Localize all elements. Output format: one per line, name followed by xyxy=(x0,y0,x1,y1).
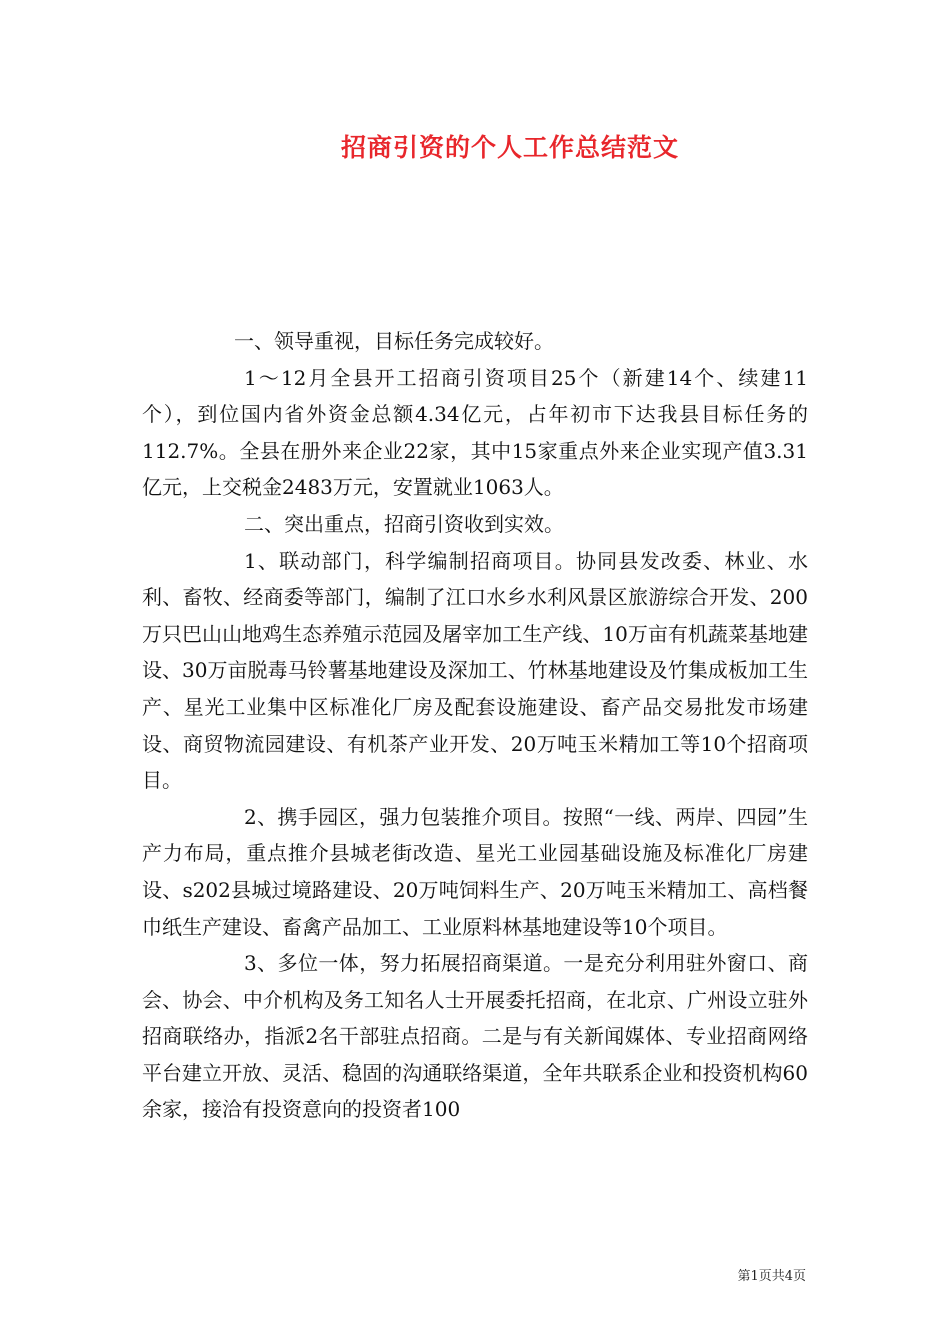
paragraph-item-1: 1、联动部门，科学编制招商项目。协同县发改委、林业、水利、畜牧、经商委等部门，编制了江口水乡水利风景区旅游综合开发、200万只巴山山地鸡生态养殖示范园及屠宰加工生产线、10万亩有机蔬菜基地建设、30万亩脱毒马铃薯基地建设及深加工、竹林基地建设及竹集成板加工生产、星光工业集中区标准化厂房及配套设施建设、畜产品交易批发市场建设、商贸物流园建设、有机茶产业开发、20万吨玉米精加工等10个招商项目。 xyxy=(142,548,808,793)
paragraph-item-2: 2、携手园区，强力包装推介项目。按照“一线、两岸、四园”生产力布局，重点推介县城老街改造、星光工业园基础设施及标准化厂房建设、s202县城过境路建设、20万吨饲料生产、20万吨玉米精加工、高档餐巾纸生产建设、畜禽产品加工、工业原料林基地建设等10个项目。 xyxy=(142,804,808,939)
section-heading-2: 二、突出重点，招商引资收到实效。 xyxy=(244,511,564,536)
section-heading-1: 一、领导重视，目标任务完成较好。 xyxy=(234,329,554,353)
paragraph-summary: 1～12月全县开工招商引资项目25个（新建14个、续建11个），到位国内省外资金总额4.34亿元，占年初市下达我县目标任务的112.7%。全县在册外来企业22家，其中15家重点外来企业实现产值3.31亿元，上交税金2483万元，安置就业1063人。 xyxy=(142,365,808,500)
paragraph-item-3: 3、多位一体，努力拓展招商渠道。一是充分利用驻外窗口、商会、协会、中介机构及务工知名人士开展委托招商，在北京、广州设立驻外招商联络办，指派2名干部驻点招商。二是与有关新闻媒体、专业招商网络平台建立开放、灵活、稳固的沟通联络渠道，全年共联系企业和投资机构60余家，接洽有投资意向的投资者100 xyxy=(142,951,808,1122)
document-title: 招商引资的个人工作总结范文 xyxy=(340,133,679,162)
page-number: 第1页共4页 xyxy=(737,1269,806,1284)
document-body xyxy=(142,323,808,1128)
